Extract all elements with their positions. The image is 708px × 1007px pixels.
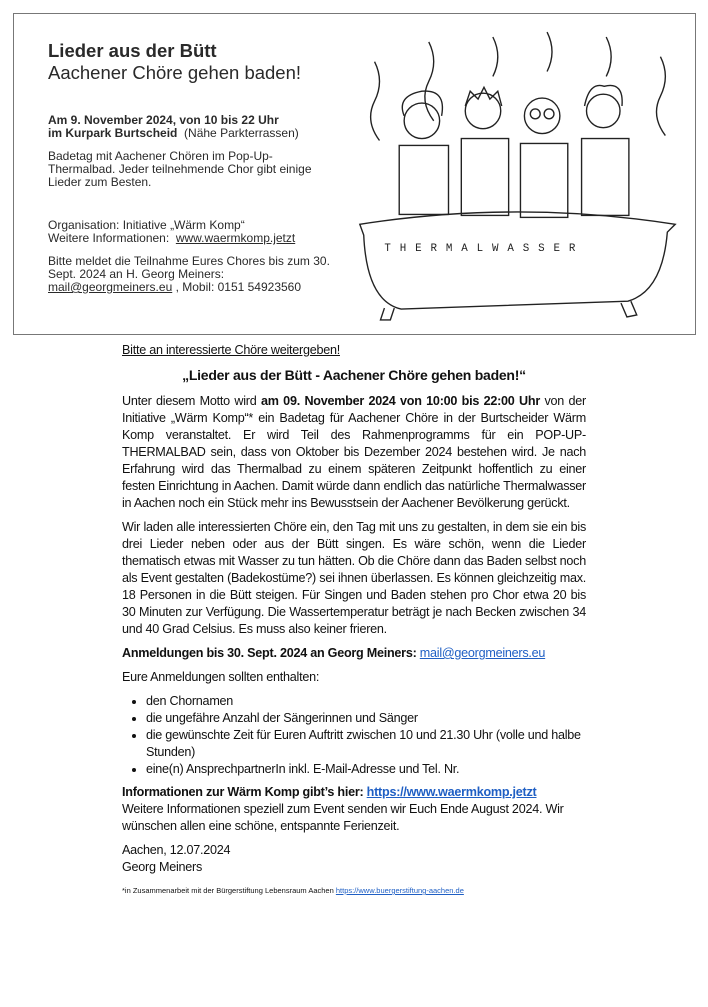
flyer-subtitle: Aachener Chöre gehen baden! (48, 62, 302, 83)
footnote (122, 886, 586, 896)
p1-date: am 09. November 2024 von 10:00 bis 22:00 Uhr (260, 394, 540, 408)
flyer-title: Lieder aus der Bütt (48, 40, 217, 61)
flyer-date: Am 9. November 2024, von 10 bis 22 Uhr (48, 113, 279, 127)
letter-heading: „Lieder aus der Bütt - Aachener Chöre gehen baden!“ (182, 367, 526, 383)
info-label: Informationen zur Wärm Komp gibt’s hier: (122, 785, 367, 799)
list-item: • die gewünschte Zeit für Euren Auftritt zwischen 10 und 21.30 Uhr (volle und halbe Stunden) (146, 727, 586, 761)
flyer-info-label: Weitere Informationen: (48, 231, 170, 245)
flyer-place: im Kurpark Burtscheid (48, 126, 178, 140)
flyer-place-note: (Nähe Parkterrassen) (184, 126, 299, 140)
p1-rest: von der Initiative „Wärm Komp“* ein Badetag für Aachener Chöre in der Burtscheider Wärm Komp veranstaltet. Er wird Teil des Rahmenprogramms für ein POP-UP-THERMALBAD sein, dass von Oktober bis Dezember 2024 bestehen wird. Je nach Erfahrung wird das Thermalbad zu einem späteren Zeitpunkt hoffentlich zu einer festen Einrichtung in Aachen. Damit würde dann endlich das natürliche Thermalwasser in Aachen noch ein Stück mehr ins Bewusstsein der Aachener Bevölkerung gerückt. (122, 394, 586, 510)
registration-label: Anmeldungen bis 30. Sept. 2024 an Georg Meiners: (122, 646, 420, 660)
footnote-text: *in Zusammenarbeit mit der Bürgerstiftung Lebensraum Aachen (122, 886, 336, 895)
list-item: • den Chornamen (146, 693, 586, 710)
registration-mail-link[interactable]: mail@georgmeiners.eu (419, 646, 546, 660)
flyer-mail-link[interactable]: mail@georgmeiners.eu (48, 280, 173, 294)
tub-text: THERMALWASSER (384, 242, 585, 255)
flyer-phone: , Mobil: 0151 54923560 (175, 280, 302, 294)
flyer-info-link[interactable]: www.waermkomp.jetzt (175, 231, 296, 245)
flyer-description: Badetag mit Aachener Chören im Pop-Up-Thermalbad. Jeder teilnehmende Chor gibt einige Lieder zum Besten. (48, 149, 312, 189)
should-contain: Eure Anmeldungen sollten enthalten: (122, 670, 320, 684)
list-item: • die ungefähre Anzahl der Sängerinnen und Sänger (146, 710, 586, 727)
paragraph-2: Wir laden alle interessierten Chöre ein, den Tag mit uns zu gestalten, in dem sie ein bis drei Lieder neben oder aus der Bütt singen. Es wäre schön, wenn die Lieder thematisch etwas mit Wasser zu tun hätten. Ob die Chöre dann das Baden selbst noch als Event gestalten (Badekostüme?) sei ihnen überlassen. Es können gleichzeitig max. 18 Personen in die Bütt steigen. Für Singen und Baden stehen pro Chor etwa 20 bis 30 Minuten zur Verfügung. Die Wassertemperatur beträgt je nach Becken zwischen 34 und 40 Grad Celsius. Es muss also keiner frieren. (122, 520, 586, 636)
bathtub-singers-drawing (345, 20, 690, 330)
forward-note: Bitte an interessierte Chöre weitergeben! (122, 343, 340, 357)
list-item: • eine(n) AnsprechpartnerIn inkl. E-Mail-Adresse und Tel. Nr. (146, 761, 586, 778)
place-date: Aachen, 12.07.2024 (122, 843, 231, 857)
info-link[interactable]: https://www.waermkomp.jetzt (366, 785, 537, 799)
signature: Georg Meiners (122, 860, 203, 874)
flyer-text (48, 40, 338, 304)
registration-line (122, 645, 586, 662)
info-line (122, 784, 586, 801)
paragraph-1 (122, 393, 586, 512)
paragraph-3: Weitere Informationen speziell zum Event senden wir Euch Ende August 2024. Wir wünschen allen eine schöne, entspannte Ferienzeit. (122, 802, 564, 833)
p1-start: Unter diesem Motto wird (122, 394, 261, 408)
footnote-link[interactable]: https://www.buergerstiftung-aachen.de (335, 886, 464, 895)
letter (122, 342, 586, 896)
flyer-org: Organisation: Initiative „Wärm Komp“ (48, 218, 245, 232)
flyer-registration: Bitte meldet die Teilnahme Eures Chores bis zum 30. Sept. 2024 an H. Georg Meiners: (48, 254, 330, 281)
requirements-list (122, 693, 586, 778)
